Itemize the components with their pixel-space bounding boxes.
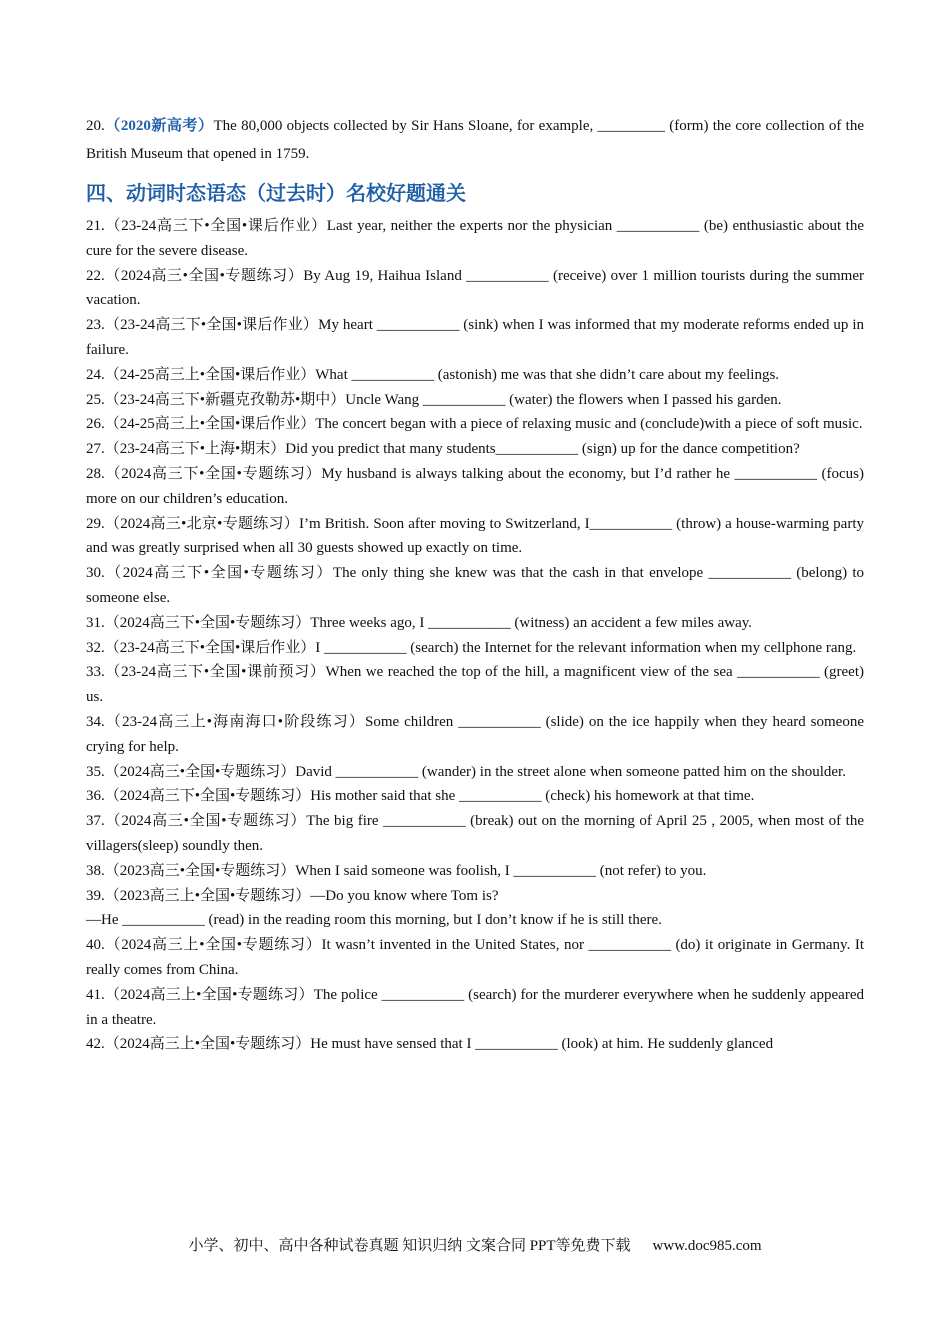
page-footer [0, 1236, 950, 1256]
question-29: 29.（2024高三•北京•专题练习）I’m British. Soon after moving to Switzerland, I___________ (throw) a house-warming party and was greatly surprised when all 30 guests showed up exactly on time. [86, 515, 864, 557]
question-37: 37.（2024高三•全国•专题练习）The big fire ___________ (break) out on the morning of April 25 , 2005, when most of the villagers(sleep) soundly then. [86, 813, 864, 854]
question-40: 40.（2024高三上•全国•专题练习）It wasn’t invented in the United States, nor ___________ (do) it originate in Germany. It really comes from China. [86, 937, 864, 978]
question-number: 20. [86, 118, 105, 134]
question-26: 26.（24-25高三上•全国•课后作业）The concert began with a piece of relaxing music and (conclude)with a piece of soft music. [86, 416, 863, 433]
question-31: 31.（2024高三下•全国•专题练习）Three weeks ago, I ___________ (witness) an accident a few miles away. [86, 614, 753, 631]
footer-url[interactable]: www.doc985.com [652, 1238, 762, 1254]
question-21: 21.（23-24高三下•全国•课后作业）Last year, neither the experts nor the physician ___________ (be) enthusiastic about the cure for the severe disease. [86, 218, 864, 259]
question-32: 32.（23-24高三下•全国•课后作业）I ___________ (search) the Internet for the relevant information when my cellphone rang. [86, 639, 857, 656]
question-39-answer: —He ___________ (read) in the reading room this morning, but I don’t know if he is still there. [86, 912, 662, 929]
question-30: 30.（2024高三下•全国•专题练习）The only thing she knew was that the cash in that envelope ___________ (belong) to someone else. [86, 565, 864, 606]
question-23: 23.（23-24高三下•全国•课后作业）My heart ___________ (sink) when I was informed that my moderate reforms ended up in failure. [86, 317, 864, 358]
question-27: 27.（23-24高三下•上海•期末）Did you predict that many students___________ (sign) up for the dance competition? [86, 441, 800, 458]
question-36: 36.（2024高三下•全国•专题练习）His mother said that she ___________ (check) his homework at that time. [86, 788, 755, 805]
question-38: 38.（2023高三•全国•专题练习）When I said someone was foolish, I ___________ (not refer) to you. [86, 862, 707, 879]
document-page [86, 112, 864, 1057]
question-24: 24.（24-25高三上•全国•课后作业）What ___________ (astonish) me was that she didn’t care about my feelings. [86, 366, 780, 383]
footer-text: 小学、初中、高中各种试卷真题 知识归纳 文案合同 PPT等免费下载 [188, 1238, 631, 1254]
question-20 [86, 112, 864, 168]
question-41: 41.（2024高三上•全国•专题练习）The police ___________ (search) for the murderer everywhere when he suddenly appeared in a theatre. [86, 986, 864, 1028]
question-22: 22.（2024高三•全国•专题练习）By Aug 19, Haihua Island ___________ (receive) over 1 million tourists during the summer vacation. [86, 267, 864, 309]
question-28: 28.（2024高三下•全国•专题练习）My husband is always talking about the economy, but I’d rather he ___________ (focus) more on our children’s education. [86, 465, 864, 507]
question-39: 39.（2023高三上•全国•专题练习）—Do you know where Tom is? [86, 887, 499, 904]
question-source: （2020新高考） [104, 118, 214, 134]
question-text: The 80,000 objects collected by Sir Hans Sloane, for example, _________ (form) the core collection of the British Museum that opened in 1759. [86, 118, 864, 162]
section-heading: 四、动词时态语态（过去时）名校好题通关 [86, 181, 466, 205]
question-42: 42.（2024高三上•全国•专题练习）He must have sensed that I ___________ (look) at him. He suddenly glanced [86, 1036, 774, 1053]
question-25: 25.（23-24高三下•新疆克孜勒苏•期中）Uncle Wang ___________ (water) the flowers when I passed his garden. [86, 391, 782, 408]
question-34: 34.（23-24高三上•海南海口•阶段练习）Some children ___________ (slide) on the ice happily when they heard someone crying for help. [86, 713, 864, 755]
question-35: 35.（2024高三•全国•专题练习）David ___________ (wander) in the street alone when someone patted him on the shoulder. [86, 763, 846, 780]
question-33: 33.（23-24高三下•全国•课前预习）When we reached the top of the hill, a magnificent view of the sea ___________ (greet) us. [86, 664, 864, 706]
